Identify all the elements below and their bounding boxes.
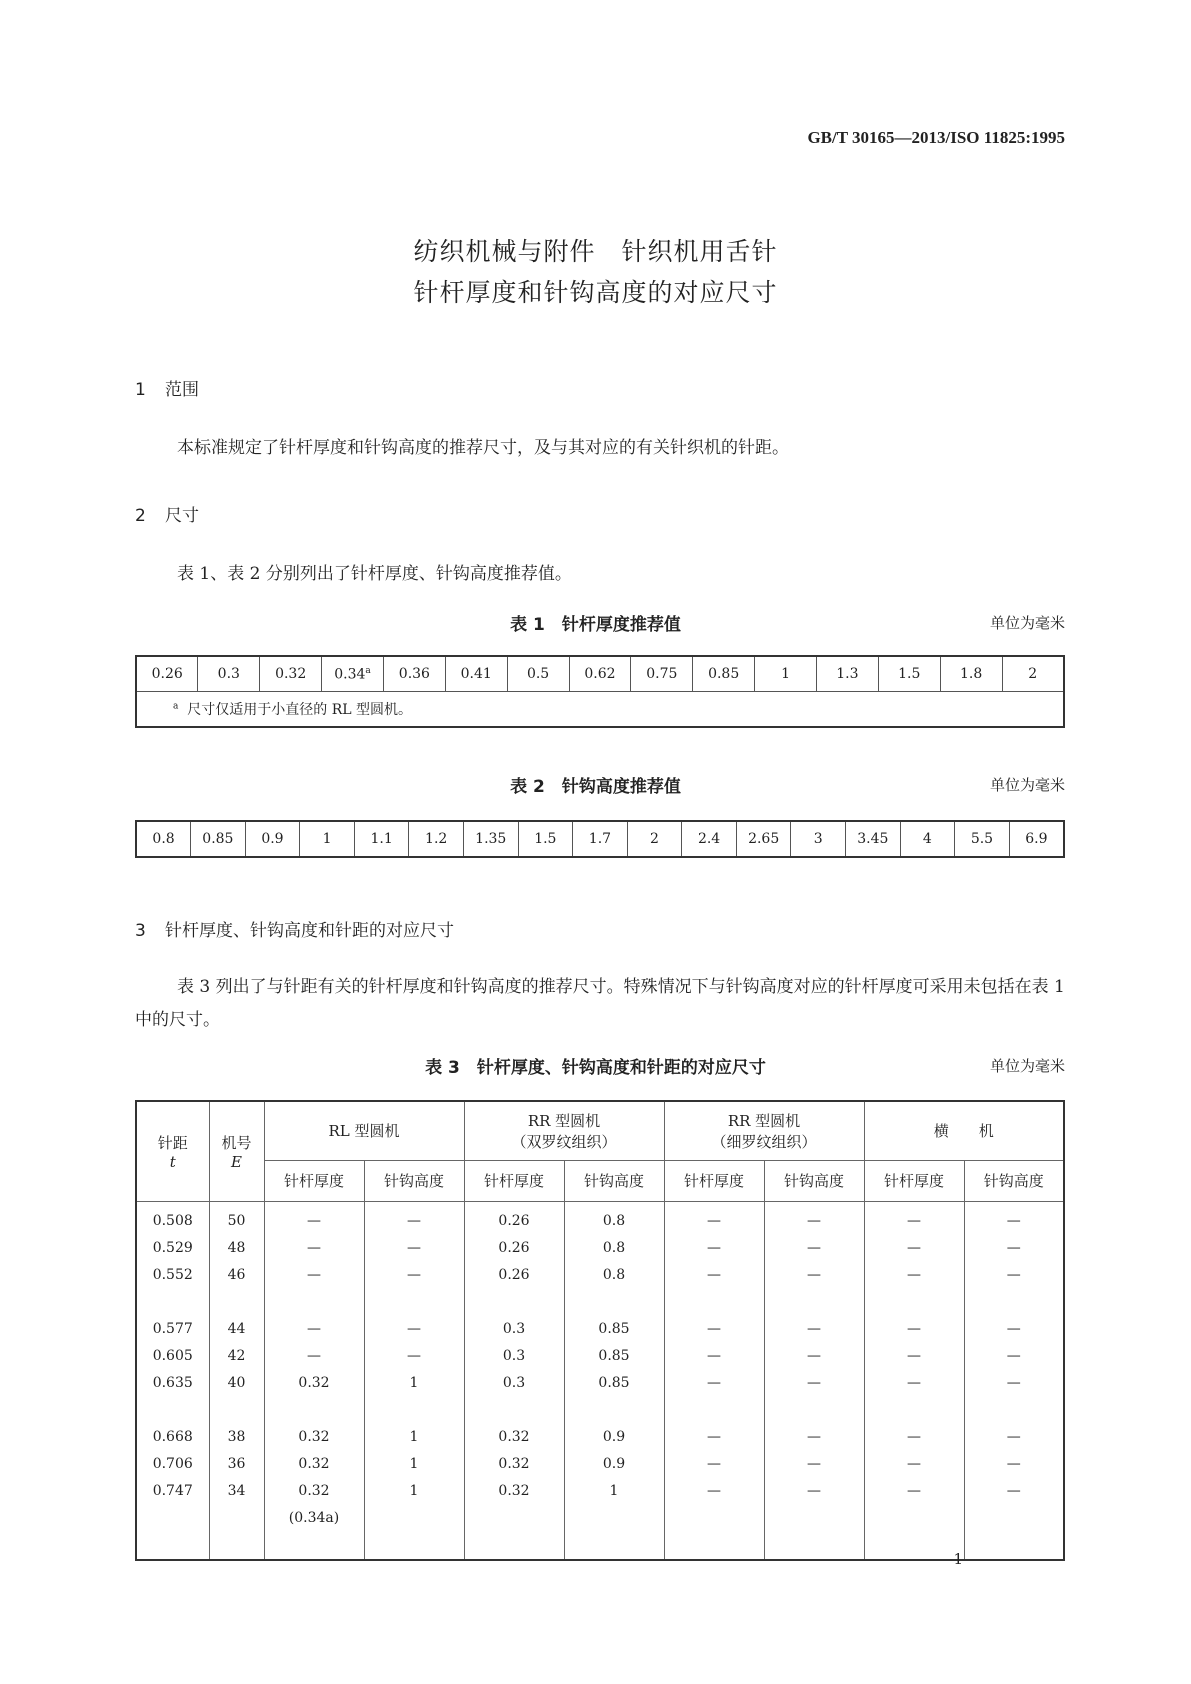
table-cell: — bbox=[364, 1201, 464, 1235]
table-cell: 0.9 bbox=[564, 1451, 664, 1478]
table-cell: — bbox=[864, 1316, 964, 1343]
section-title: 范围 bbox=[165, 380, 199, 400]
table-cell: 0.32 bbox=[264, 1478, 364, 1505]
table-cell bbox=[764, 1505, 864, 1532]
spacer-cell bbox=[264, 1289, 364, 1316]
table-cell: 0.9 bbox=[564, 1424, 664, 1451]
spacer-cell bbox=[264, 1532, 364, 1560]
table-1-footnote bbox=[136, 692, 1064, 728]
table-cell: — bbox=[664, 1478, 764, 1505]
table-cell: — bbox=[864, 1451, 964, 1478]
table-1-value: 1.5 bbox=[898, 666, 921, 682]
table-cell: 0.26 bbox=[464, 1235, 564, 1262]
table-cell: — bbox=[264, 1201, 364, 1235]
table-cell: — bbox=[964, 1451, 1064, 1478]
table-1-value: 0.3 bbox=[217, 666, 240, 682]
table-cell: 0.605 bbox=[136, 1343, 209, 1370]
table-cell: — bbox=[264, 1235, 364, 1262]
spacer-cell bbox=[364, 1397, 464, 1424]
table-row bbox=[136, 1505, 1064, 1532]
table-cell: 0.3 bbox=[464, 1343, 564, 1370]
spacer-cell bbox=[564, 1289, 664, 1316]
spacer-cell bbox=[264, 1397, 364, 1424]
table-cell: 1 bbox=[564, 1478, 664, 1505]
section-2-text: 表 1、表 2 分别列出了针杆厚度、针钩高度推荐值。 bbox=[177, 564, 572, 584]
spacer-row bbox=[136, 1289, 1064, 1316]
spacer-cell bbox=[764, 1289, 864, 1316]
spacer-cell bbox=[664, 1532, 764, 1560]
table-1-value: 1 bbox=[781, 666, 790, 682]
table-cell: 34 bbox=[209, 1478, 264, 1505]
table-cell: — bbox=[764, 1262, 864, 1289]
subheader-hook-height: 针钩高度 bbox=[564, 1160, 664, 1201]
table-cell: — bbox=[964, 1424, 1064, 1451]
table-cell: 0.3 bbox=[464, 1316, 564, 1343]
table-1-cell bbox=[198, 656, 260, 692]
table-cell: — bbox=[364, 1316, 464, 1343]
table-3-caption: 表 3 针杆厚度、针钩高度和针距的对应尺寸 bbox=[425, 1058, 766, 1078]
table-cell: — bbox=[664, 1370, 764, 1397]
table-row bbox=[136, 1370, 1064, 1397]
table-cell: — bbox=[364, 1343, 464, 1370]
group-name: RL 型圆机 bbox=[328, 1122, 400, 1141]
table-cell: — bbox=[664, 1424, 764, 1451]
table-1 bbox=[135, 655, 1065, 728]
header-group-rl bbox=[264, 1101, 464, 1160]
group-sub: （双罗纹组织） bbox=[511, 1132, 617, 1151]
table-cell bbox=[464, 1505, 564, 1532]
table-2-cell: 1.7 bbox=[573, 821, 628, 857]
table-cell: 0.32 bbox=[264, 1370, 364, 1397]
table-cell bbox=[209, 1505, 264, 1532]
table-1-cell bbox=[322, 656, 384, 692]
table-cell: — bbox=[864, 1478, 964, 1505]
spacer-row bbox=[136, 1397, 1064, 1424]
table-cell: — bbox=[664, 1451, 764, 1478]
header-pitch bbox=[136, 1101, 209, 1201]
header-gauge-label: 机号 bbox=[221, 1133, 252, 1152]
table-cell: — bbox=[364, 1235, 464, 1262]
table-cell: 0.8 bbox=[564, 1235, 664, 1262]
subheader-shank-thickness: 针杆厚度 bbox=[264, 1160, 364, 1201]
table-cell: — bbox=[764, 1201, 864, 1235]
table-cell: 50 bbox=[209, 1201, 264, 1235]
table-cell: 0.577 bbox=[136, 1316, 209, 1343]
spacer-cell bbox=[864, 1289, 964, 1316]
group-name: 横 机 bbox=[933, 1122, 994, 1141]
header-pitch-symbol: t bbox=[169, 1152, 176, 1171]
table-cell bbox=[136, 1505, 209, 1532]
spacer-cell bbox=[964, 1289, 1064, 1316]
table-2-cell: 2.4 bbox=[682, 821, 737, 857]
table-cell: 44 bbox=[209, 1316, 264, 1343]
table-2 bbox=[135, 820, 1065, 858]
table-cell: 0.635 bbox=[136, 1370, 209, 1397]
table-cell: — bbox=[764, 1235, 864, 1262]
table-cell: — bbox=[264, 1262, 364, 1289]
table-1-cell bbox=[631, 656, 693, 692]
table-cell: — bbox=[264, 1343, 364, 1370]
table-cell: — bbox=[664, 1201, 764, 1235]
table-cell: — bbox=[664, 1235, 764, 1262]
page-number: 1 bbox=[953, 1550, 963, 1568]
table-1-caption: 表 1 针杆厚度推荐值 bbox=[510, 615, 681, 635]
table-cell: — bbox=[964, 1201, 1064, 1235]
table-cell: 0.85 bbox=[564, 1316, 664, 1343]
spacer-cell bbox=[364, 1532, 464, 1560]
table-cell: 42 bbox=[209, 1343, 264, 1370]
standard-number: GB/T 30165—2013/ISO 11825:1995 bbox=[807, 128, 1065, 147]
table-1-cell bbox=[507, 656, 569, 692]
header-group-rr-fine bbox=[664, 1101, 864, 1160]
table-1-value: 1.3 bbox=[836, 666, 859, 682]
table-cell: — bbox=[664, 1316, 764, 1343]
spacer-cell bbox=[136, 1532, 209, 1560]
table-cell bbox=[664, 1505, 764, 1532]
table-1-cell bbox=[445, 656, 507, 692]
table-cell: — bbox=[764, 1316, 864, 1343]
table-1-value: 2 bbox=[1028, 666, 1038, 682]
table-row bbox=[136, 1201, 1064, 1235]
table-cell: 0.668 bbox=[136, 1424, 209, 1451]
table-cell bbox=[364, 1505, 464, 1532]
table-cell: 0.32 bbox=[264, 1424, 364, 1451]
table-cell: — bbox=[764, 1478, 864, 1505]
table-1-cell bbox=[260, 656, 322, 692]
table-cell bbox=[964, 1505, 1064, 1532]
table-cell: (0.34a) bbox=[264, 1505, 364, 1532]
table-cell: 0.85 bbox=[564, 1370, 664, 1397]
table-2-cell: 0.8 bbox=[136, 821, 191, 857]
spacer-cell bbox=[664, 1397, 764, 1424]
table-cell: — bbox=[364, 1262, 464, 1289]
table-1-cell bbox=[878, 656, 940, 692]
table-2-cell: 6.9 bbox=[1009, 821, 1064, 857]
table-2-cell: 1.2 bbox=[409, 821, 464, 857]
table-1-cell bbox=[383, 656, 445, 692]
spacer-cell bbox=[764, 1532, 864, 1560]
header-gauge bbox=[209, 1101, 264, 1201]
section-2-heading bbox=[135, 501, 199, 526]
filler-row bbox=[136, 1532, 1064, 1560]
spacer-cell bbox=[864, 1532, 964, 1560]
table-cell: — bbox=[864, 1262, 964, 1289]
table-1-value: 0.5 bbox=[526, 666, 550, 682]
table-row bbox=[136, 1235, 1064, 1262]
table-cell bbox=[564, 1505, 664, 1532]
table-1-value: 0.75 bbox=[646, 666, 678, 682]
spacer-cell bbox=[209, 1532, 264, 1560]
table-1-cell bbox=[1002, 656, 1064, 692]
title-line-1: 纺织机械与附件 针织机用舌针 bbox=[413, 237, 778, 266]
section-number: 3 bbox=[135, 921, 146, 941]
table-2-cell: 1.1 bbox=[354, 821, 409, 857]
table-1-cell bbox=[816, 656, 878, 692]
table-cell: 0.85 bbox=[564, 1343, 664, 1370]
spacer-cell bbox=[364, 1289, 464, 1316]
table-2-cell: 1.5 bbox=[518, 821, 573, 857]
table-cell: — bbox=[764, 1451, 864, 1478]
table-cell: — bbox=[864, 1201, 964, 1235]
footnote-mark: a bbox=[173, 701, 179, 712]
table-1-cell bbox=[755, 656, 817, 692]
table-cell: — bbox=[964, 1478, 1064, 1505]
table-cell: — bbox=[964, 1262, 1064, 1289]
section-1-text: 本标准规定了针杆厚度和针钩高度的推荐尺寸，及与其对应的有关针织机的针距。 bbox=[177, 438, 789, 458]
table-cell: — bbox=[764, 1370, 864, 1397]
table-2-cell: 4 bbox=[900, 821, 955, 857]
table-2-cell: 3 bbox=[791, 821, 846, 857]
table-cell: — bbox=[864, 1235, 964, 1262]
table-3-unit: 单位为毫米 bbox=[989, 1057, 1065, 1075]
subheader-shank-thickness: 针杆厚度 bbox=[864, 1160, 964, 1201]
table-cell: 1 bbox=[364, 1451, 464, 1478]
table-cell: 0.26 bbox=[464, 1201, 564, 1235]
table-1-value: 0.62 bbox=[584, 666, 616, 682]
subheader-shank-thickness: 针杆厚度 bbox=[464, 1160, 564, 1201]
table-cell: 1 bbox=[364, 1424, 464, 1451]
spacer-cell bbox=[136, 1289, 209, 1316]
spacer-cell bbox=[209, 1289, 264, 1316]
footnote-text: 尺寸仅适用于小直径的 RL 型圆机。 bbox=[187, 702, 413, 718]
table-2-cell: 5.5 bbox=[955, 821, 1010, 857]
table-cell: — bbox=[964, 1343, 1064, 1370]
table-2-caption: 表 2 针钩高度推荐值 bbox=[510, 777, 681, 797]
section-number: 2 bbox=[135, 506, 146, 526]
table-row bbox=[136, 1424, 1064, 1451]
table-cell: — bbox=[964, 1235, 1064, 1262]
table-cell: 0.3 bbox=[464, 1370, 564, 1397]
section-3-text: 表 3 列出了与针距有关的针杆厚度和针钩高度的推荐尺寸。特殊情况下与针钩高度对应的针杆厚度可采用未包括在表 1 中的尺寸。 bbox=[135, 977, 1065, 1030]
table-1-value: 1.8 bbox=[959, 666, 983, 682]
group-name: RR 型圆机 bbox=[527, 1111, 601, 1130]
header-gauge-symbol: E bbox=[231, 1152, 242, 1171]
table-row bbox=[136, 1451, 1064, 1478]
table-cell: 36 bbox=[209, 1451, 264, 1478]
header-group-rr-double bbox=[464, 1101, 664, 1160]
table-row bbox=[136, 1343, 1064, 1370]
subheader-hook-height: 针钩高度 bbox=[764, 1160, 864, 1201]
table-cell: 48 bbox=[209, 1235, 264, 1262]
spacer-cell bbox=[136, 1397, 209, 1424]
table-cell: — bbox=[764, 1424, 864, 1451]
footnote-mark: a bbox=[365, 665, 371, 676]
table-cell: 0.32 bbox=[464, 1424, 564, 1451]
spacer-cell bbox=[764, 1397, 864, 1424]
table-1-value: 0.32 bbox=[275, 666, 307, 682]
table-1-value: 0.85 bbox=[708, 666, 740, 682]
table-row bbox=[136, 1316, 1064, 1343]
table-cell: 40 bbox=[209, 1370, 264, 1397]
table-cell: 0.26 bbox=[464, 1262, 564, 1289]
header-pitch-label: 针距 bbox=[157, 1133, 188, 1152]
table-3 bbox=[135, 1100, 1065, 1561]
table-cell: — bbox=[964, 1316, 1064, 1343]
spacer-cell bbox=[564, 1532, 664, 1560]
section-1-heading bbox=[135, 375, 199, 400]
table-cell bbox=[864, 1505, 964, 1532]
table-row bbox=[136, 1262, 1064, 1289]
section-3-heading bbox=[135, 916, 454, 941]
table-2-cell: 1 bbox=[300, 821, 355, 857]
table-cell: 0.32 bbox=[464, 1478, 564, 1505]
spacer-cell bbox=[464, 1397, 564, 1424]
table-1-unit: 单位为毫米 bbox=[989, 614, 1065, 632]
table-1-value: 0.41 bbox=[460, 666, 492, 682]
table-cell: 46 bbox=[209, 1262, 264, 1289]
table-2-cell: 1.35 bbox=[463, 821, 518, 857]
table-1-value: 0.36 bbox=[398, 666, 430, 682]
table-cell: — bbox=[664, 1262, 764, 1289]
section-title: 尺寸 bbox=[165, 506, 199, 526]
table-cell: 0.8 bbox=[564, 1201, 664, 1235]
table-cell: 0.32 bbox=[464, 1451, 564, 1478]
table-1-cell bbox=[940, 656, 1002, 692]
spacer-cell bbox=[209, 1397, 264, 1424]
table-1-value: 0.34 bbox=[334, 666, 366, 683]
spacer-cell bbox=[564, 1397, 664, 1424]
group-name: RR 型圆机 bbox=[727, 1111, 801, 1130]
table-cell: 0.552 bbox=[136, 1262, 209, 1289]
header-group-flat bbox=[864, 1101, 1064, 1160]
table-cell: 0.8 bbox=[564, 1262, 664, 1289]
table-cell: 1 bbox=[364, 1478, 464, 1505]
spacer-cell bbox=[464, 1289, 564, 1316]
table-cell: — bbox=[264, 1316, 364, 1343]
table-cell: 0.508 bbox=[136, 1201, 209, 1235]
table-cell: — bbox=[864, 1424, 964, 1451]
table-1-cell bbox=[569, 656, 631, 692]
table-2-cell: 0.85 bbox=[191, 821, 246, 857]
spacer-cell bbox=[664, 1289, 764, 1316]
table-cell: — bbox=[864, 1370, 964, 1397]
table-cell: 0.529 bbox=[136, 1235, 209, 1262]
table-row bbox=[136, 1478, 1064, 1505]
table-2-cell: 0.9 bbox=[245, 821, 300, 857]
title-line-2: 针杆厚度和针钩高度的对应尺寸 bbox=[413, 278, 778, 307]
spacer-cell bbox=[964, 1532, 1064, 1560]
table-1-cell bbox=[136, 656, 198, 692]
spacer-cell bbox=[864, 1397, 964, 1424]
spacer-cell bbox=[964, 1397, 1064, 1424]
subheader-shank-thickness: 针杆厚度 bbox=[664, 1160, 764, 1201]
table-cell: 0.32 bbox=[264, 1451, 364, 1478]
subheader-hook-height: 针钩高度 bbox=[964, 1160, 1064, 1201]
table-cell: — bbox=[864, 1343, 964, 1370]
table-cell: 0.706 bbox=[136, 1451, 209, 1478]
spacer-cell bbox=[464, 1532, 564, 1560]
table-cell: 38 bbox=[209, 1424, 264, 1451]
group-sub: （细罗纹组织） bbox=[711, 1132, 817, 1151]
table-cell: — bbox=[964, 1370, 1064, 1397]
table-cell: 0.747 bbox=[136, 1478, 209, 1505]
section-title: 针杆厚度、针钩高度和针距的对应尺寸 bbox=[165, 921, 454, 941]
section-number: 1 bbox=[135, 380, 146, 400]
table-2-cell: 3.45 bbox=[846, 821, 901, 857]
table-2-unit: 单位为毫米 bbox=[989, 776, 1065, 794]
table-cell: — bbox=[664, 1343, 764, 1370]
table-2-cell: 2 bbox=[627, 821, 682, 857]
table-1-cell bbox=[693, 656, 755, 692]
table-2-cell: 2.65 bbox=[736, 821, 791, 857]
table-cell: 1 bbox=[364, 1370, 464, 1397]
subheader-hook-height: 针钩高度 bbox=[364, 1160, 464, 1201]
table-cell: — bbox=[764, 1343, 864, 1370]
table-1-value: 0.26 bbox=[151, 666, 183, 682]
